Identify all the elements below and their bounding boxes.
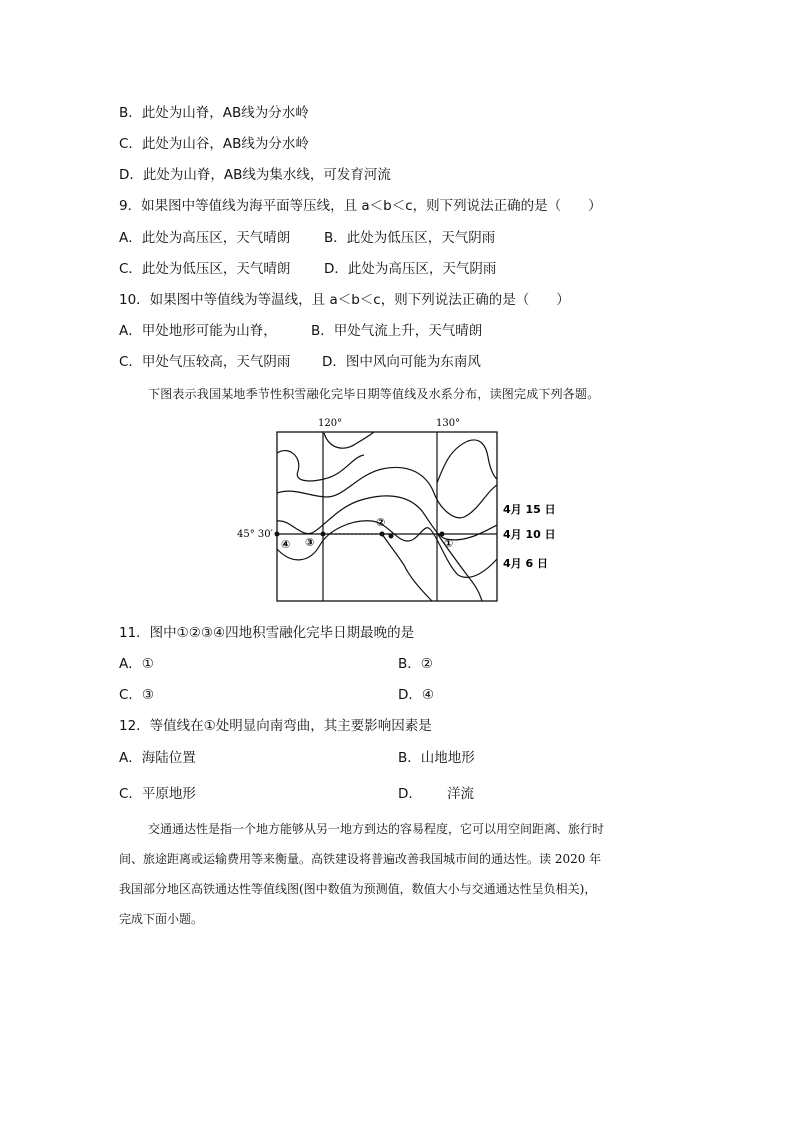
passage-line-1: 交通通达性是指一个地方能够从另一地方到达的容易程度，它可以用空间距离、旅行时	[148, 822, 605, 836]
point-4-label: ④	[281, 538, 291, 551]
q10-option-d: D．图中风向可能为东南风	[322, 354, 481, 370]
q9-option-b: B．此处为低压区，天气阴雨	[324, 230, 496, 246]
point-2-label: ②	[376, 516, 386, 529]
q11-option-c: C．③	[119, 687, 155, 703]
q9-option-c: C．此处为低压区，天气晴朗	[119, 261, 291, 277]
q11-stem: 11．图中①②③④四地积雪融化完毕日期最晚的是	[119, 625, 415, 641]
contour-label-4-15: 4月 15 日	[503, 503, 556, 516]
q8-option-d: D．此处为山脊，AB线为集水线，可发育河流	[119, 167, 391, 183]
map-intro: 下图表示我国某地季节性积雪融化完毕日期等值线及水系分布，读图完成下列各题。	[148, 387, 600, 401]
snowmelt-contour-map	[232, 413, 562, 605]
contour-label-4-10: 4月 10 日	[503, 528, 556, 541]
river-line	[324, 432, 374, 448]
q9-option-d: D．此处为高压区，天气阴雨	[324, 261, 497, 277]
passage-line-2: 间、旅途距离或运输费用等来衡量。高铁建设将普遍改善我国城市间的通达性。读 2020 年	[119, 852, 602, 866]
q12-option-c: C．平原地形	[119, 786, 196, 802]
q11-option-b: B．②	[398, 656, 433, 672]
river-junction-dot	[389, 534, 394, 539]
river-line	[382, 534, 432, 601]
q8-option-c: C．此处为山谷，AB线为分水岭	[119, 136, 309, 152]
point-west-edge	[275, 532, 280, 537]
river-line	[437, 440, 497, 483]
contour-4-15	[277, 467, 497, 517]
q12-option-d-letter: D．	[398, 786, 422, 802]
q9-option-a: A．此处为高压区，天气晴朗	[119, 230, 291, 246]
point-3-dot	[321, 532, 326, 537]
q12-option-a: A．海陆位置	[119, 750, 196, 766]
q12-option-b: B．山地地形	[398, 750, 475, 766]
q11-option-d: D．④	[398, 687, 434, 703]
q8-option-b: B．此处为山脊，AB线为分水岭	[119, 105, 309, 121]
q10-option-a: A．甲处地形可能为山脊，	[119, 323, 277, 339]
q10-option-b: B．甲处气流上升，天气晴朗	[311, 323, 483, 339]
point-3-label: ③	[305, 536, 315, 549]
point-1-label: ①	[444, 537, 454, 550]
passage-line-3: 我国部分地区高铁通达性等值线图(图中数值为预测值，数值大小与交通通达性呈负相关)，	[119, 882, 597, 896]
contour-4-10	[277, 496, 497, 540]
passage-line-4: 完成下面小题。	[119, 912, 204, 926]
contour-4-6	[277, 521, 497, 578]
longitude-120-label: 120°	[318, 418, 343, 429]
q11-option-a: A．①	[119, 656, 154, 672]
q12-option-d-text: 洋流	[447, 786, 474, 802]
point-2-dot	[380, 532, 385, 537]
contour-label-4-6: 4月 6 日	[503, 557, 548, 570]
latitude-label: 45° 30′	[237, 529, 273, 540]
q9-stem: 9．如果图中等值线为海平面等压线，且 a＜b＜c，则下列说法正确的是（ ）	[119, 198, 602, 214]
longitude-130-label: 130°	[436, 418, 461, 429]
point-1-dot	[440, 532, 445, 537]
contour-line	[277, 451, 364, 481]
q10-option-c: C．甲处气压较高，天气阴雨	[119, 354, 291, 370]
q12-stem: 12．等值线在①处明显向南弯曲，其主要影响因素是	[119, 718, 432, 734]
q10-stem: 10．如果图中等值线为等温线，且 a＜b＜c，则下列说法正确的是（ ）	[119, 292, 570, 308]
